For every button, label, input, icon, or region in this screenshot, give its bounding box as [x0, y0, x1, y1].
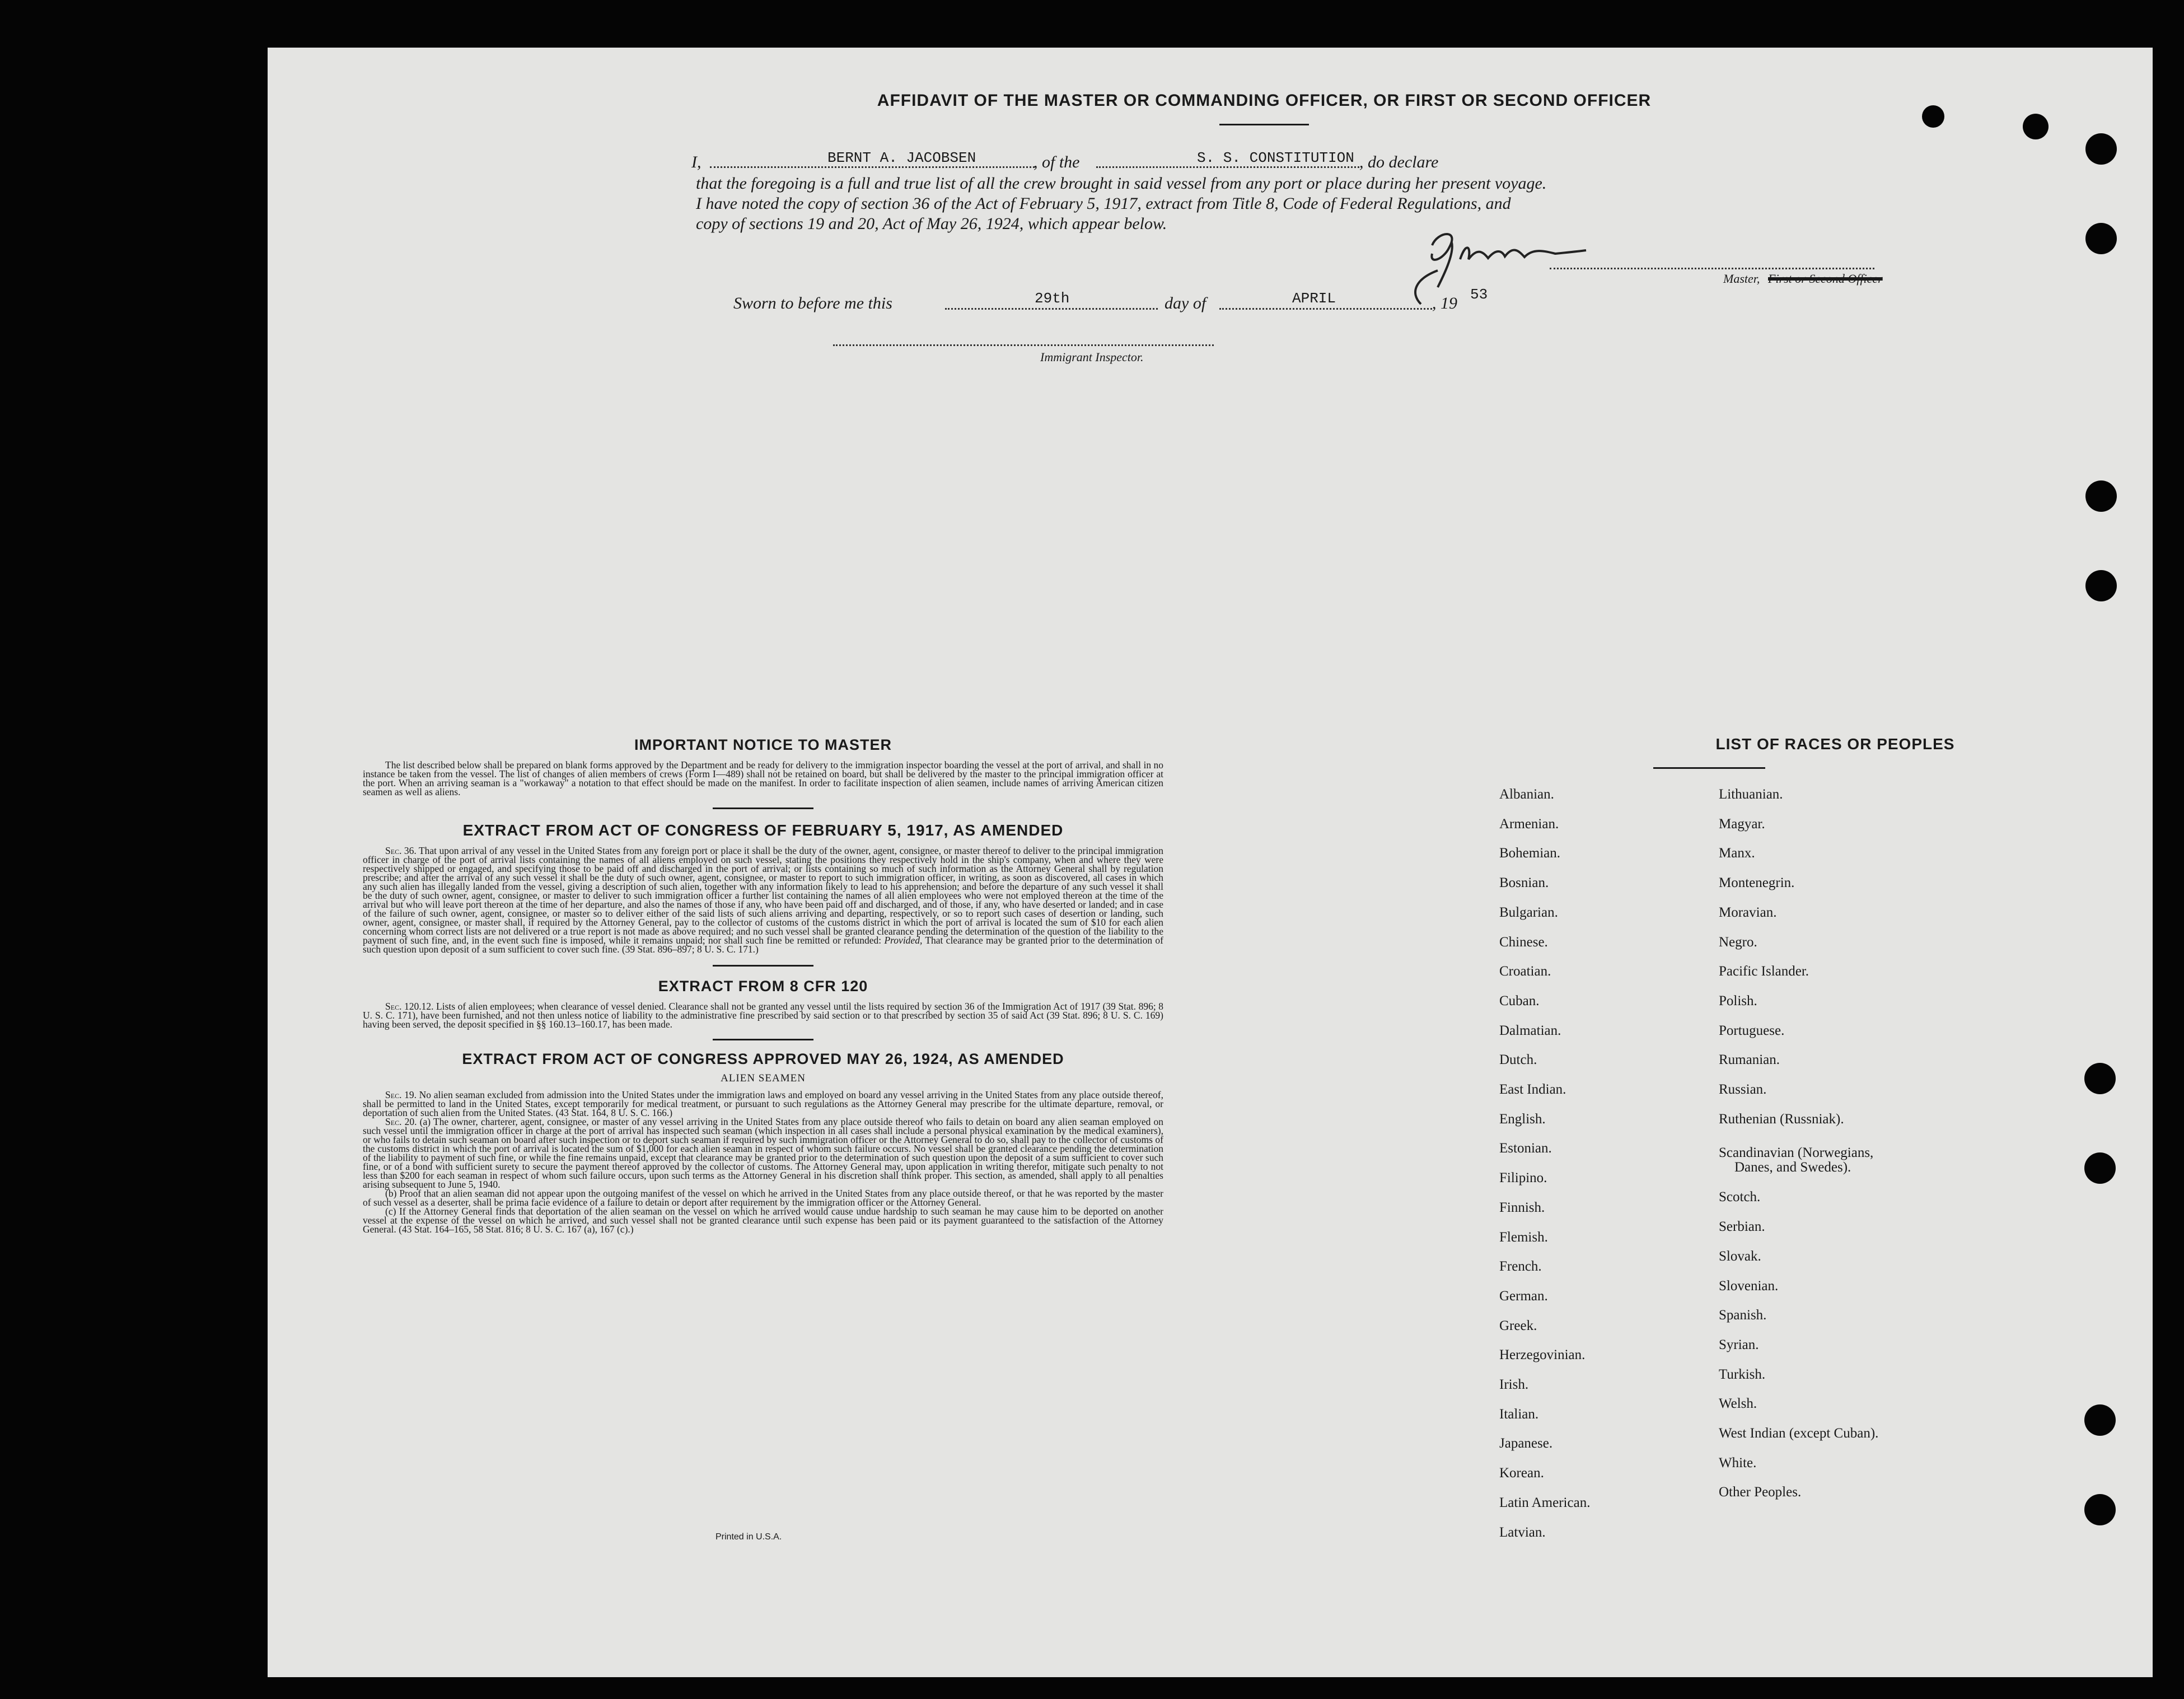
extract-1924-sec20b — [363, 1189, 1163, 1207]
race-item: Portuguese. — [1719, 1023, 1785, 1038]
race-item: French. — [1499, 1259, 1542, 1275]
race-item: Pacific Islander. — [1719, 964, 1809, 979]
race-item: Montenegrin. — [1719, 875, 1795, 891]
officer-name: BERNT A. JACOBSEN — [827, 150, 976, 166]
race-item: Slovenian. — [1719, 1278, 1779, 1294]
notice-divider — [713, 808, 813, 809]
sworn-year: 53 — [1470, 286, 1488, 303]
sec19-label: Sec. 19. — [385, 1089, 417, 1100]
sec20a-text: (a) The owner, charterer, agent, consignee, or master of any vessel arriving in the United States from any place outside thereof who fails to detain on board any alien seaman employed on such vessel until the immigration officer in charge at the port of arrival has inspected such seaman (which inspection in all cases shall include a personal physical examination by the medical examiners), or who fails to detain such seaman on board after such inspection or to deport such seaman if required by such immigration officer or the Attorney General to do so, shall pay to the collector of customs of the customs district in which the port of arrival is located the sum of $1,000 for each alien seaman in respect of whom such failure occurs. No vessel shall be granted clearance pending the determination of the liability to payment of such fine, or while the fine remains unpaid, except that clearance may be granted prior to the determination of such question upon the deposit of a sum sufficient to cover such fine, or of a bond with sufficient surety to secure the payment thereof approved by the collector of customs. The Attorney General may, upon application in writing therefor, mitigate such penalty to not less than $200 for each seaman in respect of whom such failure occurs, upon such terms as the Attorney General in his discretion shall think proper. This section, as amended, shall apply to all penalties arising subsequent to June 5, 1940. — [363, 1116, 1163, 1190]
extract-1917-divider — [713, 965, 813, 967]
affidavit-line-4: copy of sections 19 and 20, Act of May 26, 1924, which appear below. — [696, 214, 1167, 233]
race-item: German. — [1499, 1288, 1548, 1304]
race-item: Slovak. — [1719, 1248, 1761, 1264]
race-item: Bosnian. — [1499, 875, 1549, 891]
race-item: Bulgarian. — [1499, 904, 1558, 920]
race-item: Danes, and Swedes). — [1734, 1160, 1851, 1175]
sec20c-text: (c) If the Attorney General finds that deportation of the alien seaman on the vessel on which he arrived would cause undue hardship to such seaman he may cause him to be deported on another vessel at the expense of the vessel on which he arrived, and such vessel shall not be granted clearance until such expense has been paid or its payment guaranteed to the satisfaction of the Attorney General. (43 Stat. 164–165, 58 Stat. 816; 8 U. S. C. 167 (a), 167 (c).) — [363, 1206, 1163, 1235]
notice-body — [363, 760, 1163, 796]
extract-1917-title: EXTRACT FROM ACT OF CONGRESS OF FEBRUARY 5, 1917, AS AMENDED — [462, 822, 1064, 839]
notice-body-text: The list described below shall be prepared on blank forms approved by the Department and be ready for delivery to the immigration inspector boarding the vessel at the port of arrival, and shall in no instance be taken from the vessel. The list of changes of alien members of crews (Form I—489) shall not be retained on board, but shall be delivered by the master to the principal immigration officer at the port. When an arriving seaman is a "workaway" a notation to that effect should be made on the manifest. In order to facilitate inspection of alien seamen, include names of arriving American citizen seamen as well as aliens. — [363, 759, 1163, 797]
form-page — [268, 48, 2153, 1677]
race-item: Serbian. — [1719, 1219, 1765, 1235]
inspector-signature-line — [833, 344, 1214, 346]
sworn-month-line — [1219, 308, 1432, 310]
day-of-label: day of — [1165, 294, 1206, 312]
race-item: White. — [1719, 1455, 1757, 1471]
extract-1917-body — [363, 846, 1163, 954]
race-item: Russian. — [1719, 1082, 1767, 1097]
sec19-text: No alien seaman excluded from admission into the United States under the immigration laws and employed on board any vessel arriving in the United States from any place outside thereof, shall be permitted to land in the United States, except temporarily for medical treatment, or pursuant to such regulations as the Attorney General may prescribe for the ultimate departure, removal, or deportation of such alien from the United States. (43 Stat. 164, 8 U. S. C. 166.) — [363, 1089, 1163, 1118]
extract-cfr-body — [363, 1002, 1163, 1029]
race-item: West Indian (except Cuban). — [1719, 1426, 1879, 1441]
extract-1924-sec19 — [363, 1090, 1163, 1117]
punch-hole — [2084, 1152, 2116, 1184]
race-item: English. — [1499, 1111, 1546, 1127]
vessel-name: S. S. CONSTITUTION — [1197, 150, 1354, 166]
race-item: Bohemian. — [1499, 846, 1561, 861]
sworn-day-line — [945, 308, 1158, 310]
extract-cfr-title: EXTRACT FROM 8 CFR 120 — [658, 978, 868, 995]
race-item: Chinese. — [1499, 934, 1548, 950]
affidavit-title: AFFIDAVIT OF THE MASTER OR COMMANDING OFFICER, OR FIRST OR SECOND OFFICER — [877, 91, 1652, 110]
race-item: Estonian. — [1499, 1141, 1552, 1156]
inspector-label: Immigrant Inspector. — [1040, 350, 1144, 364]
race-item: Greek. — [1499, 1318, 1537, 1333]
race-item: Finnish. — [1499, 1199, 1545, 1215]
race-item: Syrian. — [1719, 1337, 1759, 1352]
extract-1924-sec20a — [363, 1117, 1163, 1189]
sworn-month: APRIL — [1292, 290, 1336, 307]
race-item: Italian. — [1499, 1406, 1539, 1422]
race-item: Armenian. — [1499, 816, 1559, 832]
signer-title-master: Master, — [1723, 272, 1760, 286]
race-item: Polish. — [1719, 993, 1757, 1009]
extract-cfr-sec-label: Sec. 120.12. — [385, 1001, 434, 1012]
extract-cfr-text: Lists of alien employees; when clearance of vessel denied. Clearance shall not be granted any vessel until the lists required by section 36 of the Immigration Act of 1917 (39 Stat. 896; 8 U. S. C. 171), have been furnished, and not then unless notice of liability to the administrative fine prescribed by said section or to that prescribed by section 35 of said Act (39 Stat. 896; 8 U. S. C. 169) having been served, the deposit specified in §§ 160.13–160.17, has been made. — [363, 1001, 1163, 1030]
race-item: Spanish. — [1719, 1308, 1767, 1323]
race-item: Welsh. — [1719, 1396, 1757, 1412]
race-item: Lithuanian. — [1719, 787, 1783, 802]
race-item: Croatian. — [1499, 964, 1551, 979]
extract-1924-title: EXTRACT FROM ACT OF CONGRESS APPROVED MAY 26, 1924, AS AMENDED — [462, 1051, 1064, 1067]
sec20b-text: (b) Proof that an alien seaman did not appear upon the outgoing manifest of the vessel on which he arrived in the United States from any place outside thereof, or that he was reported by the master of such vessel as a deserter, shall be prima facie evidence of a failure to detain or deport after requirement by the immigration officer or the Attorney General. — [363, 1188, 1163, 1208]
race-item: Magyar. — [1719, 816, 1765, 832]
sworn-label: Sworn to before me this — [733, 294, 892, 312]
race-item: Korean. — [1499, 1465, 1544, 1481]
race-item: Ruthenian (Russniak). — [1719, 1111, 1844, 1127]
race-item: Scandinavian (Norwegians, — [1719, 1145, 1874, 1161]
race-item: Rumanian. — [1719, 1052, 1780, 1068]
affidavit-i-label: I, — [691, 153, 702, 171]
printed-in-label: Printed in U.S.A. — [715, 1532, 782, 1542]
signer-title-struck: First or Second Officer — [1768, 272, 1883, 286]
race-item: Other Peoples. — [1719, 1485, 1802, 1500]
punch-hole — [2085, 133, 2117, 165]
race-item: Negro. — [1719, 934, 1757, 950]
race-item: Manx. — [1719, 846, 1755, 861]
sworn-day: 29th — [1035, 290, 1070, 307]
race-item: Scotch. — [1719, 1189, 1761, 1205]
notice-block — [363, 736, 1163, 1234]
punch-hole — [2084, 1404, 2116, 1436]
affidavit-line-3: I have noted the copy of section 36 of the Act of February 5, 1917, extract from Title 8, Code of Federal Regulations, and — [696, 194, 1511, 213]
extract-1917-text: That upon arrival of any vessel in the United States from any foreign port or place it shall be the duty of the owner, agent, consignee, or master thereof to deliver to the principal immigration officer in charge of the port of arrival lists containing the names of all aliens employed on such vessel, stating the positions they respectively hold in the ship's company, when and where they were respectively shipped or engaged, and specifying those to be paid off and discharged in the port of arrival; or lists containing so much of such information as the Attorney General shall by regulation prescribe; and after the arrival of any such vessel it shall be the duty of such owner, agent, consignee, or master to report to such immigration officer, in writing, as soon as discovered, all cases in which any such alien has illegally landed from the vessel, giving a description of such alien, together with any information likely to lead to his apprehension; and before the departure of any such vessel it shall be the duty of such owner, agent, consignee, or master to deliver to such immigration officer a further list containing the names of all alien employees who were not employed thereon at the time of the arrival but who will leave port thereon at the time of her departure, and also the names of those if any, who have been paid off and discharged, and of those, if any, who have deserted or landed; and in case of the failure of such owner, agent, consignee, or master so to deliver either of the said lists of such aliens arriving and departing, respectively, or so to report such cases of desertion or landing, such owner, agent, consignee, or master shall, if required by the Attorney General, pay to the collector of customs of the customs district in which the port of arrival is located the sum of $10 for each alien concerning whom correct lists are not delivered or a true report is not made as above required; and no such vessel shall be granted clearance pending the determination of the question of the liability to the payment of such fine, and, in the event such fine is imposed, while it remains unpaid; nor shall such fine be remitted or refunded: — [363, 845, 1163, 946]
race-item: Herzegovinian. — [1499, 1347, 1586, 1363]
punch-hole — [2085, 223, 2117, 254]
punch-hole — [2084, 1063, 2116, 1094]
year-label: , 19 — [1432, 294, 1457, 312]
race-item: Dutch. — [1499, 1052, 1537, 1068]
race-item: Turkish. — [1719, 1366, 1766, 1382]
extract-1917-provided: Provided, — [884, 935, 923, 946]
race-item: Dalmatian. — [1499, 1023, 1561, 1038]
punch-hole — [1922, 105, 1944, 128]
race-item: Cuban. — [1499, 993, 1540, 1009]
race-item: Flemish. — [1499, 1229, 1548, 1245]
race-item: Latvian. — [1499, 1524, 1546, 1540]
race-item: Irish. — [1499, 1377, 1529, 1392]
punch-hole — [2085, 480, 2117, 512]
extract-cfr-divider — [713, 1039, 813, 1040]
races-title: LIST OF RACES OR PEOPLES — [1715, 735, 1955, 753]
extract-1924-sec20c — [363, 1207, 1163, 1234]
extract-1924-subtitle: ALIEN SEAMEN — [721, 1072, 806, 1084]
race-item: Albanian. — [1499, 787, 1554, 802]
extract-1917-sec-label: Sec. 36. — [385, 845, 417, 856]
signature-line — [1550, 268, 1874, 269]
affidavit-line-2: that the foregoing is a full and true list of all the crew brought in said vessel from any port or place during her present voyage. — [696, 174, 1547, 193]
races-divider — [1653, 767, 1765, 769]
vessel-name-line — [1096, 166, 1359, 168]
sec20-label: Sec. 20. — [385, 1116, 417, 1127]
race-item: East Indian. — [1499, 1082, 1566, 1097]
race-item: Filipino. — [1499, 1170, 1547, 1186]
race-item: Moravian. — [1719, 904, 1777, 920]
do-declare-label: , do declare — [1359, 153, 1439, 171]
punch-hole — [2085, 570, 2117, 601]
race-item: Latin American. — [1499, 1495, 1591, 1510]
punch-hole — [2023, 114, 2049, 139]
title-divider — [1219, 124, 1309, 125]
officer-name-line — [710, 166, 1035, 168]
extract-1917-text-end: That clearance may be granted prior to the determination of such question upon deposit of a sum sufficient to cover such fine. (39 Stat. 896–897; 8 U. S. C. 171.) — [363, 935, 1164, 955]
of-the-label: , of the — [1033, 153, 1080, 171]
punch-hole — [2084, 1494, 2116, 1525]
notice-title: IMPORTANT NOTICE TO MASTER — [634, 736, 892, 753]
race-item: Japanese. — [1499, 1436, 1553, 1451]
